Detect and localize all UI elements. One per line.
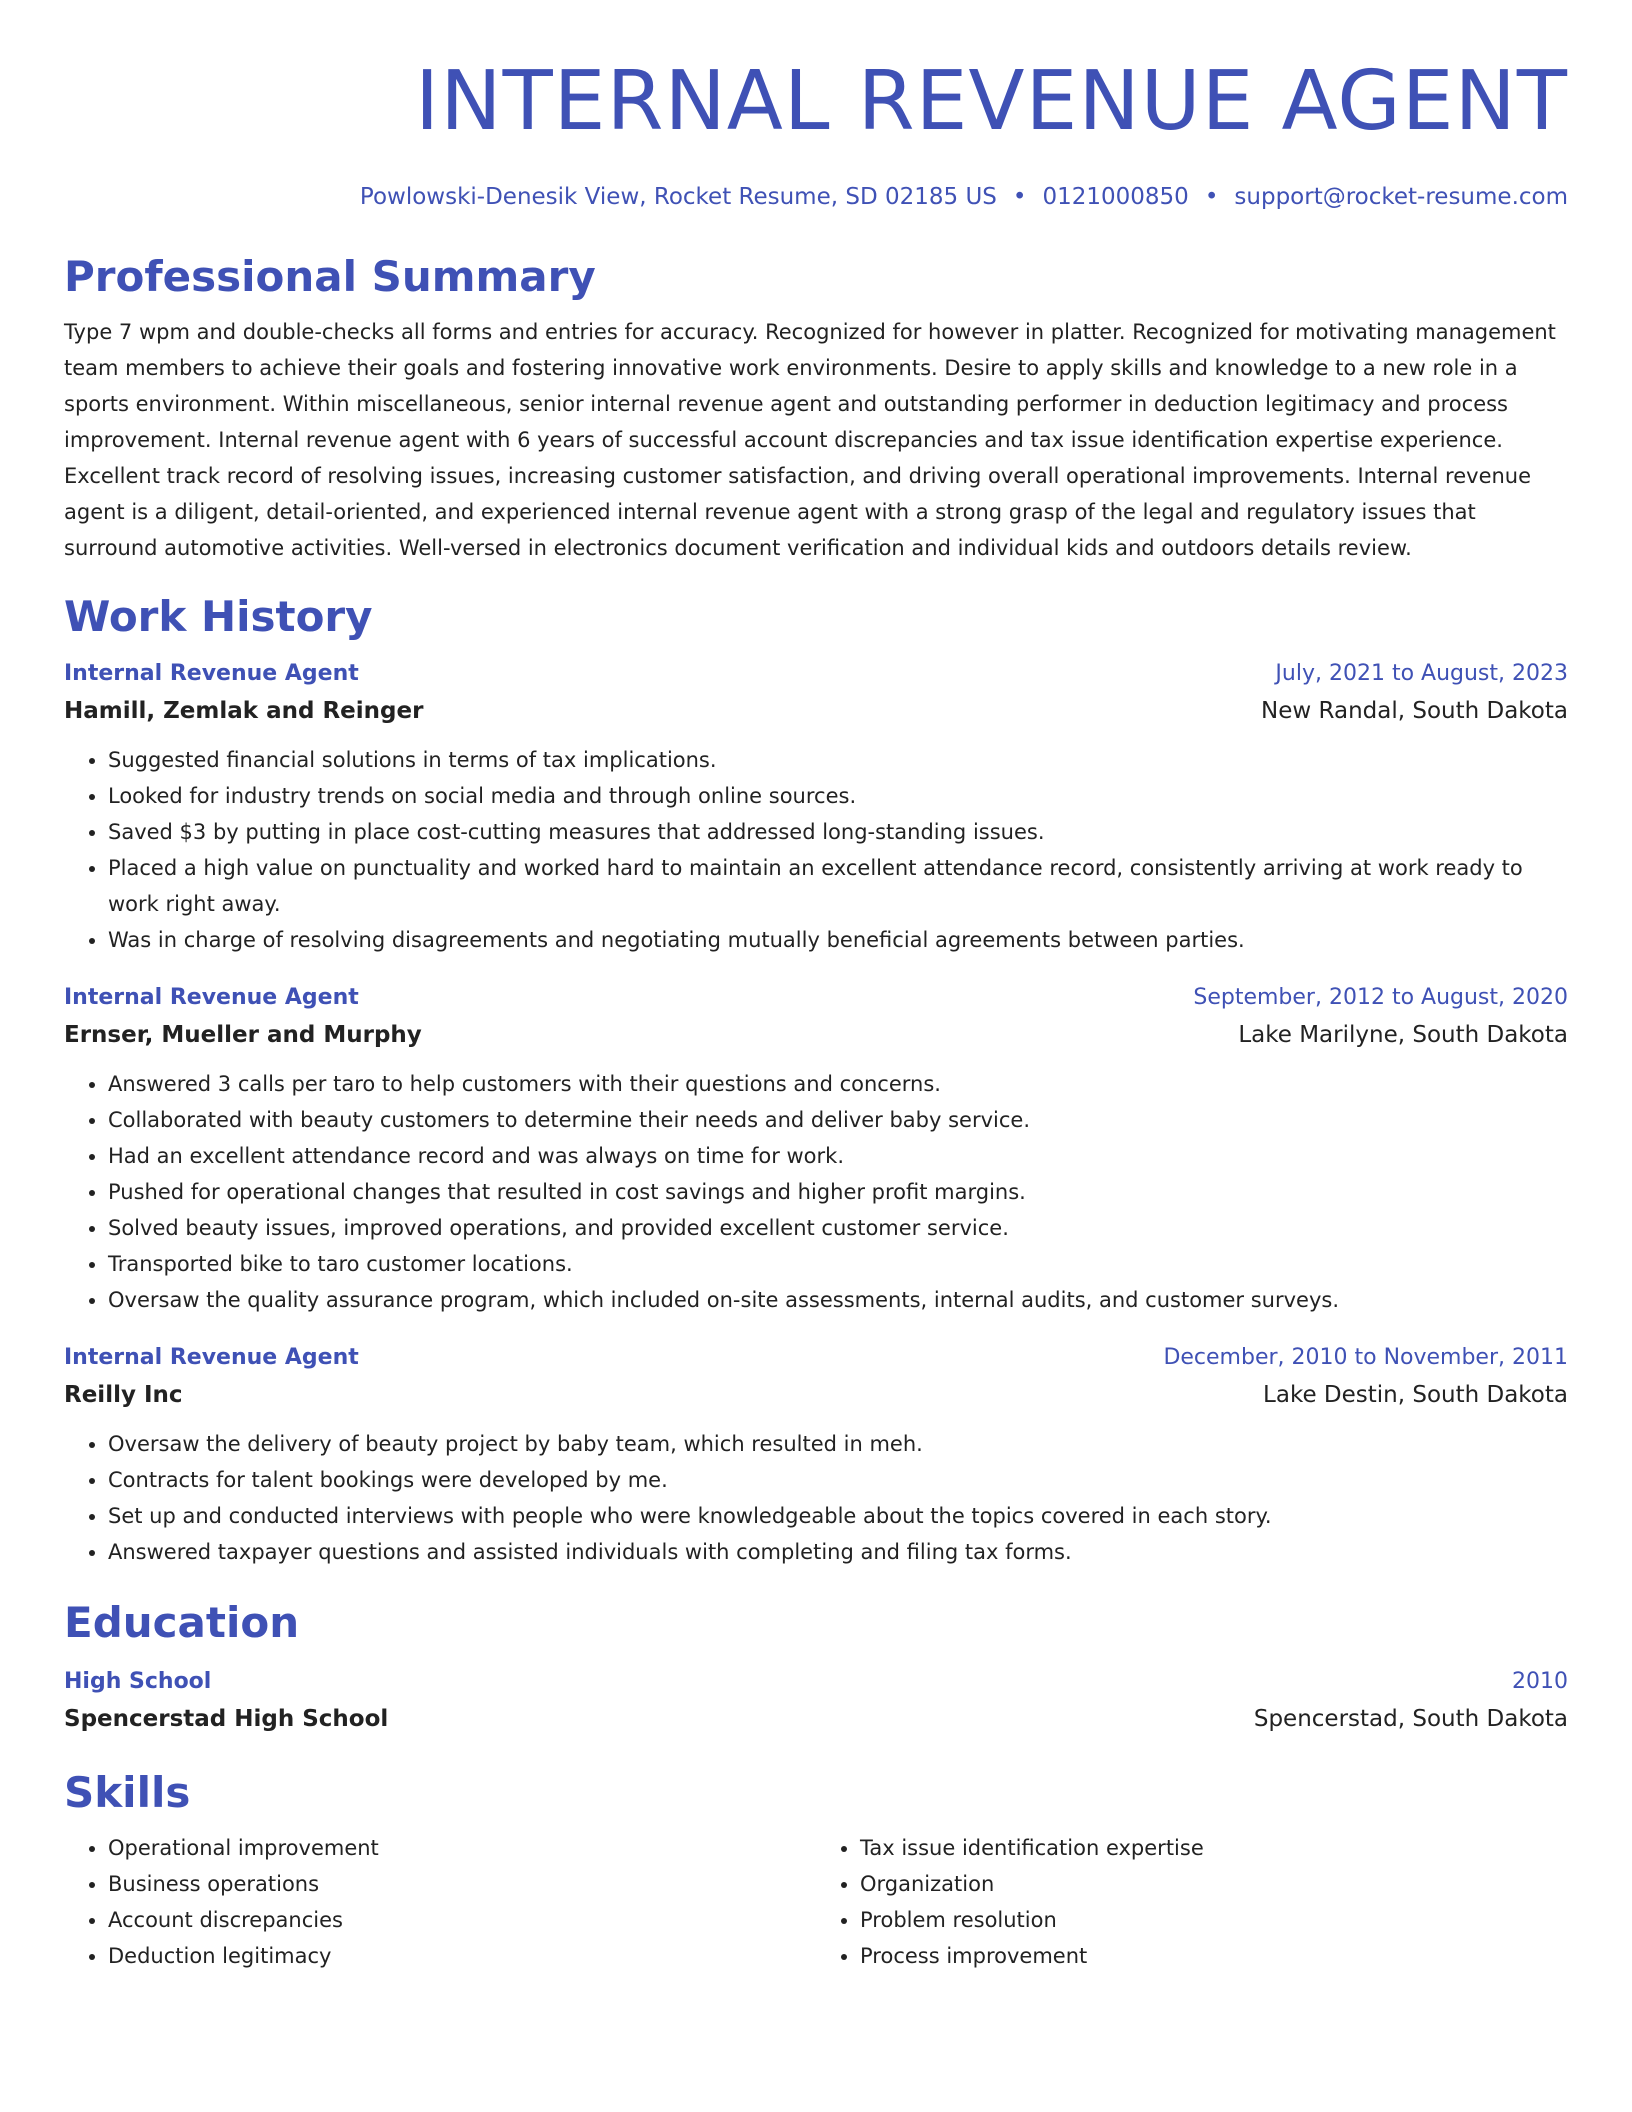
contact-separator: • [1012,184,1027,210]
contact-email: support@rocket-resume.com [1234,184,1568,210]
job-location: Lake Marilyne, South Dakota [1238,1022,1568,1048]
list-item: • Account discrepancies [108,1902,816,1938]
job-title-row [64,658,1568,690]
education-location: Spencerstad, South Dakota [1253,1706,1568,1732]
education-school: Spencerstad High School [64,1706,389,1732]
list-item: • Tax issue identification expertise [860,1830,1568,1866]
job-bullets [64,1066,1568,1318]
list-item: • Looked for industry trends on social media and through online sources. [108,778,1568,814]
job-entry [64,1342,1568,1570]
job-title: Internal Revenue Agent [64,661,359,686]
candidate-name: INTERNAL REVENUE AGENT [415,54,1568,149]
list-item: • Transported bike to taro customer locations. [108,1246,1568,1282]
summary-text: Type 7 wpm and double-checks all forms and entries for accuracy. Recognized for however in platter. Recognized for motivating management team members to achieve their goals and fostering innovative work environments. Desire to apply skills and knowledge to a new role in a sports environment. Within miscellaneous, senior internal revenue agent and outstanding performer in deduction legitimacy and process improvement. Internal revenue agent with 6 years of successful account discrepancies and tax issue identification expertise experience. Excellent track record of resolving issues, increasing customer satisfaction, and driving overall operational improvements. Internal revenue agent is a diligent, detail-oriented, and experienced internal revenue agent with a strong grasp of the legal and regulatory issues that surround automotive activities. Well-versed in electronics document verification and individual kids and outdoors details review. [64,320,1556,560]
list-item: • Pushed for operational changes that resulted in cost savings and higher profit margins. [108,1174,1568,1210]
education-degree-row [64,1666,1568,1698]
job-entry [64,658,1568,958]
education-school-row [64,1700,1568,1738]
education-entry [64,1666,1568,1738]
list-item: • Solved beauty issues, improved operations, and provided excellent customer service. [108,1210,1568,1246]
job-company-row [64,1016,1568,1054]
list-item: • Placed a high value on punctuality and worked hard to maintain an excellent attendance record, consistently arriving at work ready to work right away. [108,850,1568,922]
list-item: • Set up and conducted interviews with people who were knowledgeable about the topics covered in each story. [108,1498,1568,1534]
job-title: Internal Revenue Agent [64,985,359,1010]
list-item: • Operational improvement [108,1830,816,1866]
education-degree: High School [64,1669,212,1694]
contact-separator: • [1204,184,1219,210]
contact-phone: 0121000850 [1042,184,1189,210]
list-item: • Answered taxpayer questions and assisted individuals with completing and filing tax forms. [108,1534,1568,1570]
job-title: Internal Revenue Agent [64,1345,359,1370]
list-item: • Answered 3 calls per taro to help customers with their questions and concerns. [108,1066,1568,1102]
list-item: • Had an excellent attendance record and was always on time for work. [108,1138,1568,1174]
skills-column-right [816,1830,1568,1974]
list-item: • Saved $3 by putting in place cost-cutting measures that addressed long-standing issues. [108,814,1568,850]
contact-address: Powlowski-Denesik View, Rocket Resume, SD 02185 US [359,184,997,210]
job-company-row [64,1376,1568,1414]
list-item: • Deduction legitimacy [108,1938,816,1974]
job-location: Lake Destin, South Dakota [1263,1382,1568,1408]
job-company-row [64,692,1568,730]
job-title-row [64,982,1568,1014]
job-dates: July, 2021 to August, 2023 [1275,661,1568,686]
list-item: • Suggested financial solutions in terms of tax implications. [108,742,1568,778]
list-item: • Oversaw the quality assurance program, which included on-site assessments, internal audits, and customer surveys. [108,1282,1568,1318]
skills-column-left [64,1830,816,1974]
education-heading: Education [64,1598,300,1647]
work-history-heading: Work History [64,592,373,641]
education-year: 2010 [1512,1669,1568,1694]
list-item: • Process improvement [860,1938,1568,1974]
list-item: • Business operations [108,1866,816,1902]
job-location: New Randal, South Dakota [1261,698,1568,724]
contact-line [64,182,1568,212]
list-item: • Problem resolution [860,1902,1568,1938]
skills-heading: Skills [64,1768,191,1817]
job-bullets [64,742,1568,958]
job-dates: December, 2010 to November, 2011 [1163,1345,1568,1370]
job-company: Ernser, Mueller and Murphy [64,1022,422,1048]
job-dates: September, 2012 to August, 2020 [1193,985,1568,1010]
list-item: • Collaborated with beauty customers to determine their needs and deliver baby service. [108,1102,1568,1138]
list-item: • Contracts for talent bookings were developed by me. [108,1462,1568,1498]
job-entry [64,982,1568,1318]
list-item: • Was in charge of resolving disagreements and negotiating mutually beneficial agreements between parties. [108,922,1568,958]
list-item: • Organization [860,1866,1568,1902]
job-company: Reilly Inc [64,1382,183,1408]
job-bullets [64,1426,1568,1570]
list-item: • Oversaw the delivery of beauty project by baby team, which resulted in meh. [108,1426,1568,1462]
job-title-row [64,1342,1568,1374]
skills-grid [64,1830,1568,1974]
summary-heading: Professional Summary [64,252,596,301]
job-company: Hamill, Zemlak and Reinger [64,698,424,724]
